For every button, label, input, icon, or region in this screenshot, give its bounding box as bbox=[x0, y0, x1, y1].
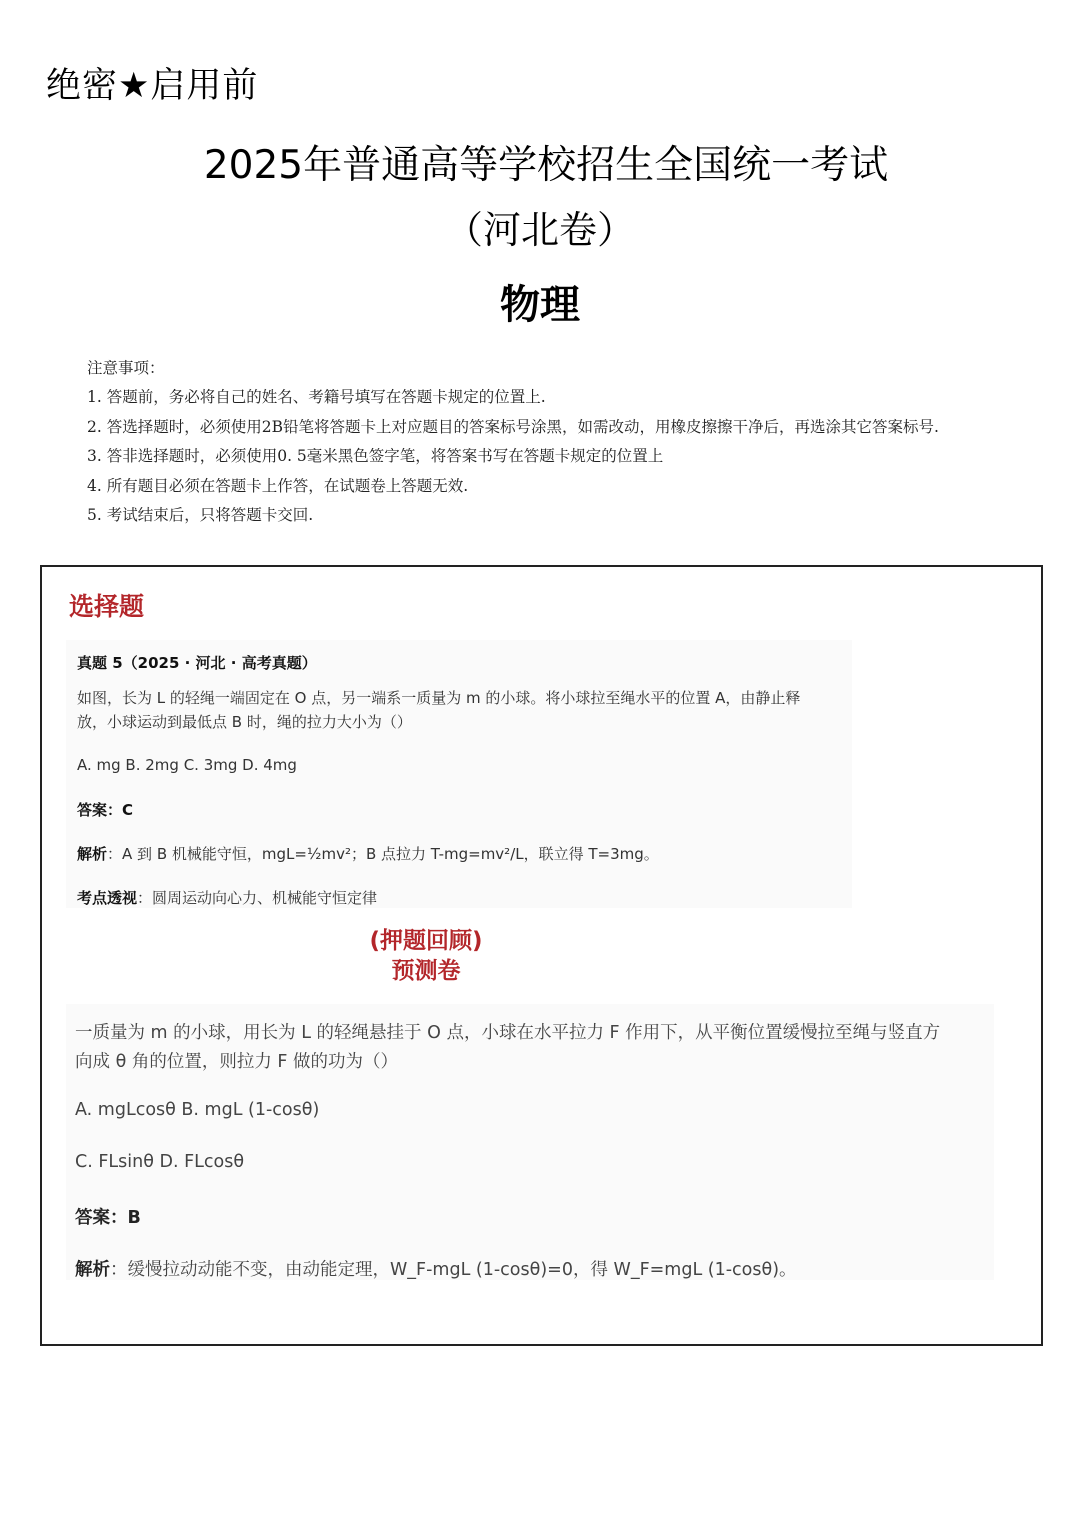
recall-line2: 预测卷 bbox=[391, 958, 461, 984]
notes-item: 1. 答题前，务必将自己的姓名、考籍号填写在答题卡规定的位置上. bbox=[87, 388, 546, 407]
real-question-answer bbox=[77, 799, 133, 820]
analysis-label: 解析 bbox=[75, 1260, 110, 1280]
topic-label: 考点透视 bbox=[77, 889, 138, 907]
exam-notes bbox=[87, 354, 939, 530]
predicted-options-line1: A. mgLcosθ B. mgL (1-cosθ) bbox=[75, 1100, 320, 1120]
predicted-question-card bbox=[66, 1004, 994, 1280]
recall-line1: (押题回顾) bbox=[369, 928, 483, 954]
answer-value: B bbox=[127, 1208, 141, 1228]
predicted-stem-line1: 一质量为 m 的小球，用长为 L 的轻绳悬挂于 O 点，小球在水平拉力 F 作用下，从平衡位置缓慢拉至绳与竖直方 bbox=[75, 1023, 941, 1043]
topic-text: ：圆周运动向心力、机械能守恒定律 bbox=[137, 889, 378, 907]
analysis-text: ：缓慢拉动动能不变，由动能定理，W_F-mgL (1-cosθ)=0，得 W_F=mgL (1-cosθ)。 bbox=[110, 1260, 797, 1280]
real-question-heading bbox=[77, 652, 317, 673]
exam-subject: 物理 bbox=[500, 282, 580, 328]
notes-item: 2. 答选择题时，必须使用2B铅笔将答题卡上对应题目的答案标号涂黑，如需改动，用橡皮擦擦干净后，再选涂其它答案标号. bbox=[87, 417, 939, 436]
recall-label bbox=[0, 926, 852, 986]
exam-title: 2025年普通高等学校招生全国统一考试 bbox=[203, 143, 889, 188]
answer-value: C bbox=[122, 801, 134, 819]
exam-province: （河北卷） bbox=[444, 208, 635, 252]
predicted-stem-line2: 向成 θ 角的位置，则拉力 F 做的功为（） bbox=[75, 1052, 399, 1072]
real-question-options: A. mg B. 2mg C. 3mg D. 4mg bbox=[77, 756, 297, 774]
real-question-stem-line1: 如图，长为 L 的轻绳一端固定在 O 点，另一端系一质量为 m 的小球。将小球拉至绳水平的位置 A，由静止释 bbox=[77, 689, 801, 707]
real-question-analysis bbox=[77, 843, 659, 864]
analysis-label: 解析 bbox=[77, 845, 108, 863]
notes-item: 3. 答非选择题时，必须使用0. 5毫米黑色签字笔，将答案书写在答题卡规定的位置上 bbox=[87, 447, 664, 466]
notes-item: 5. 考试结束后，只将答题卡交回. bbox=[87, 506, 314, 525]
section-title: 选择题 bbox=[69, 592, 145, 621]
real-question-topic bbox=[77, 887, 377, 908]
predicted-analysis bbox=[75, 1256, 797, 1281]
analysis-text: ：A 到 B 机械能守恒，mgL=½mv²；B 点拉力 T-mg=mv²/L，联立得 T=3mg。 bbox=[107, 845, 659, 863]
predicted-options-line2: C. FLsinθ D. FLcosθ bbox=[75, 1152, 245, 1172]
real-question-stem-line2: 放，小球运动到最低点 B 时，绳的拉力大小为（） bbox=[77, 713, 412, 731]
real-question-card bbox=[66, 640, 852, 908]
notes-heading: 注意事项： bbox=[87, 359, 165, 377]
notes-item: 4. 所有题目必须在答题卡上作答，在试题卷上答题无效. bbox=[87, 476, 469, 495]
predicted-answer bbox=[75, 1204, 141, 1229]
answer-label: 答案： bbox=[75, 1208, 128, 1228]
real-question-heading-text: 真题 5（2025 · 河北 · 高考真题） bbox=[77, 654, 317, 672]
answer-label: 答案： bbox=[77, 801, 123, 819]
confidential-label: 绝密★启用前 bbox=[46, 66, 259, 106]
